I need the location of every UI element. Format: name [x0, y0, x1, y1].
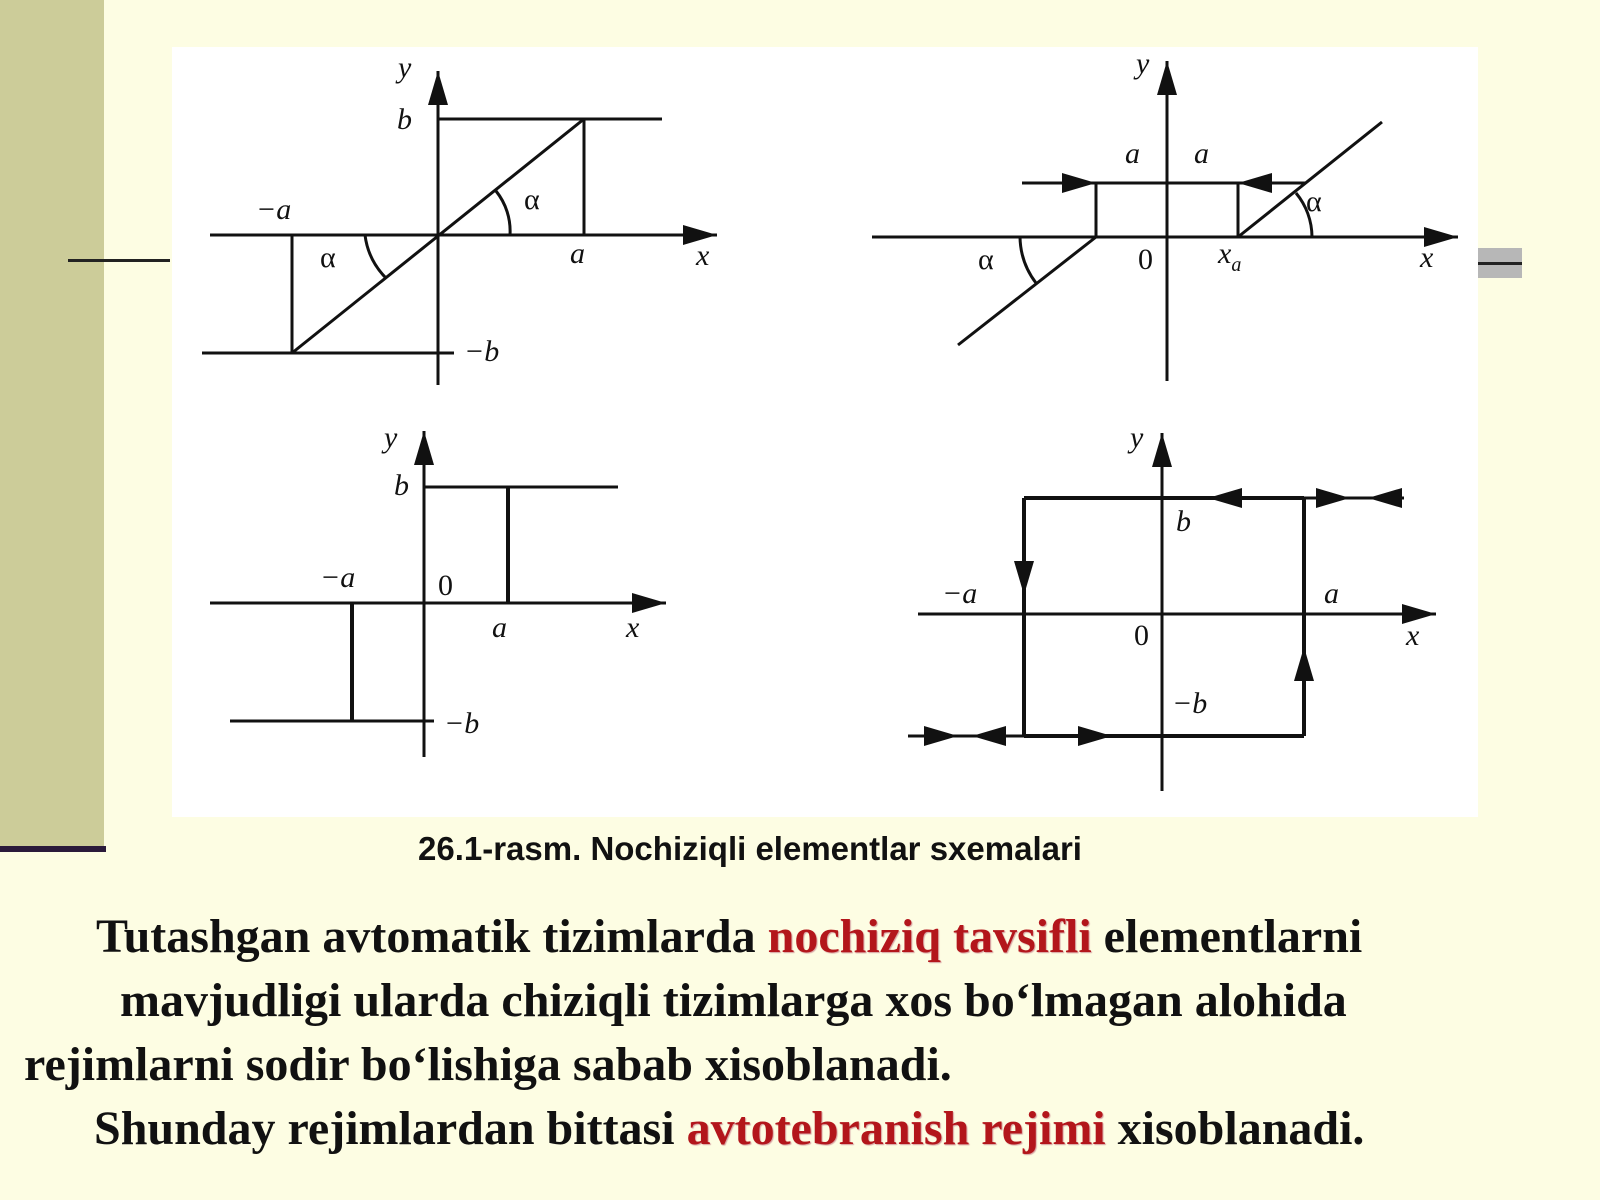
tl-alpha-label-1: α — [524, 183, 540, 216]
tl-a-label: a — [570, 237, 585, 270]
line1-start: Tutashgan avtomatik tizimlarda — [96, 910, 768, 963]
tl-y-label: y — [398, 51, 412, 84]
tl-x-label: x — [696, 239, 710, 272]
tr-a-label-right: a — [1194, 137, 1209, 170]
panel-saturation — [202, 71, 717, 385]
nonlinear-elements-figure — [172, 47, 1478, 817]
bl-b-label: b — [394, 469, 409, 502]
tr-alpha-arc-2 — [1020, 237, 1036, 283]
br-a-label: a — [1324, 577, 1339, 610]
br-zero-label: 0 — [1134, 619, 1149, 652]
tl-neg-a-label: −a — [256, 193, 292, 226]
bl-y-label: y — [384, 421, 398, 454]
tr-xa-label-sub: a — [1231, 254, 1242, 276]
tl-neg-b-label: −b — [464, 335, 500, 368]
bl-x-label: x — [626, 611, 640, 644]
line1-end: elementlarni — [1091, 910, 1363, 963]
figure-caption: 26.1-rasm. Nochiziqli elementlar sxemalari — [418, 830, 1082, 867]
tl-b-label: b — [397, 103, 412, 136]
rule-left — [68, 259, 170, 262]
side-bar — [0, 0, 104, 848]
tr-alpha-label-2: α — [978, 243, 994, 276]
br-x-label: x — [1406, 619, 1420, 652]
paragraph-line-2: mavjudligi ularda chiziqli tizimlarga xos bo‘lmagan alohida — [120, 974, 1347, 1027]
br-neg-a-label: −a — [942, 577, 978, 610]
tr-alpha-label-1: α — [1306, 185, 1322, 218]
tl-alpha-label-2: α — [320, 241, 336, 274]
br-b-label: b — [1176, 505, 1191, 538]
tl-alpha-arc-1 — [496, 191, 510, 235]
tr-y-label: y — [1136, 47, 1150, 80]
line4-start: Shunday rejimlardan bittasi — [94, 1102, 687, 1155]
tr-xa-label-main: x — [1218, 237, 1232, 270]
line4-end: xisoblanadi. — [1105, 1102, 1365, 1155]
br-neg-b-label: −b — [1172, 687, 1208, 720]
bl-neg-a-label: −a — [320, 561, 356, 594]
rule-right-line — [1478, 262, 1522, 265]
br-y-label: y — [1130, 421, 1144, 454]
panel-dead-zone — [872, 61, 1458, 381]
tr-xa-label — [1217, 237, 1241, 276]
figure-svg — [172, 47, 1478, 817]
tr-x-label: x — [1420, 241, 1434, 274]
paragraph-line-3: rejimlarni sodir bo‘lishiga sabab xisoblanadi. — [24, 1038, 952, 1091]
tr-a-label-left: a — [1125, 137, 1140, 170]
panel-hysteresis — [908, 433, 1436, 791]
highlight-nonlinear: nochiziq tavsifli — [767, 910, 1092, 963]
highlight-self-oscillation: avtotebranish rejimi — [686, 1102, 1106, 1155]
paragraph-line-1 — [96, 905, 1362, 969]
paragraph-line-4 — [94, 1097, 1364, 1161]
bl-neg-b-label: −b — [444, 707, 480, 740]
tl-alpha-arc-2 — [365, 235, 385, 277]
bl-zero-label: 0 — [438, 569, 453, 602]
bl-a-label: a — [492, 611, 507, 644]
tr-zero-label: 0 — [1138, 243, 1153, 276]
